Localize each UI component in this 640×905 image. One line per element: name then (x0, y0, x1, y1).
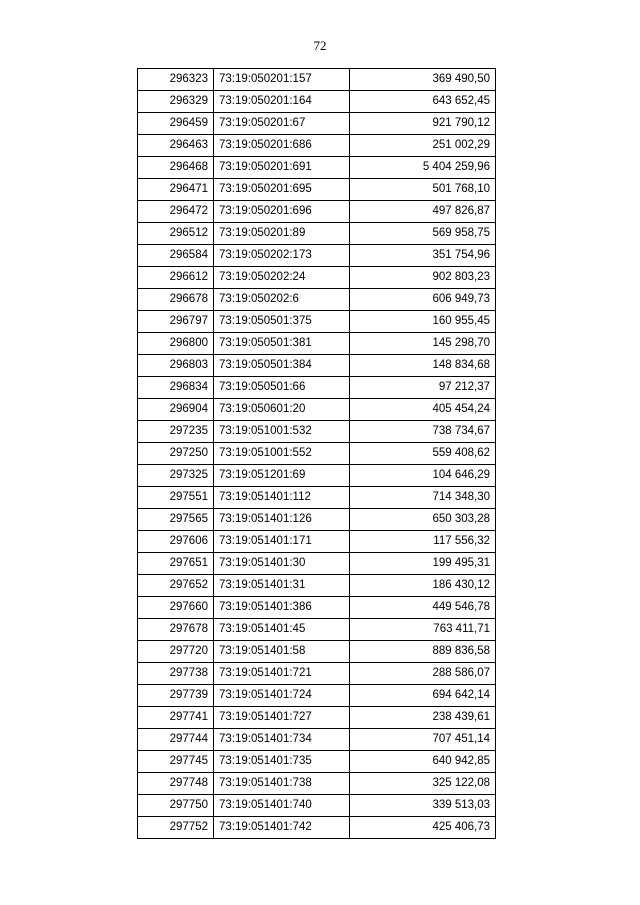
row-id-cell: 296468 (138, 157, 214, 179)
cadastral-number-cell: 73:19:050501:66 (214, 377, 350, 399)
row-id-cell: 297606 (138, 531, 214, 553)
cadastral-value-cell: 117 556,32 (350, 531, 496, 553)
cadastral-value-cell: 889 836,58 (350, 641, 496, 663)
row-id-cell: 296678 (138, 289, 214, 311)
cadastral-number-cell: 73:19:051401:171 (214, 531, 350, 553)
cadastral-value-cell: 501 768,10 (350, 179, 496, 201)
table-row (138, 531, 496, 553)
row-id-cell: 297739 (138, 685, 214, 707)
cadastral-value-cell: 569 958,75 (350, 223, 496, 245)
table-row (138, 399, 496, 421)
cadastral-value-cell: 199 495,31 (350, 553, 496, 575)
table-row (138, 135, 496, 157)
table-row (138, 333, 496, 355)
cadastral-number-cell: 73:19:051401:386 (214, 597, 350, 619)
row-id-cell: 296472 (138, 201, 214, 223)
row-id-cell: 296329 (138, 91, 214, 113)
row-id-cell: 297752 (138, 817, 214, 839)
table-row (138, 773, 496, 795)
cadastral-value-cell: 160 955,45 (350, 311, 496, 333)
table-body (138, 69, 496, 839)
cadastral-value-cell: 339 513,03 (350, 795, 496, 817)
table-row (138, 729, 496, 751)
row-id-cell: 297651 (138, 553, 214, 575)
cadastral-value-cell: 104 646,29 (350, 465, 496, 487)
cadastral-value-cell: 186 430,12 (350, 575, 496, 597)
table-row (138, 245, 496, 267)
cadastral-number-cell: 73:19:051401:112 (214, 487, 350, 509)
table-row (138, 575, 496, 597)
cadastral-number-cell: 73:19:051001:532 (214, 421, 350, 443)
cadastral-value-cell: 148 834,68 (350, 355, 496, 377)
row-id-cell: 296463 (138, 135, 214, 157)
cadastral-number-cell: 73:19:051401:721 (214, 663, 350, 685)
cadastral-number-cell: 73:19:050201:691 (214, 157, 350, 179)
cadastral-number-cell: 73:19:050201:157 (214, 69, 350, 91)
row-id-cell: 297652 (138, 575, 214, 597)
table-row (138, 355, 496, 377)
cadastral-number-cell: 73:19:051401:738 (214, 773, 350, 795)
cadastral-number-cell: 73:19:050501:381 (214, 333, 350, 355)
table-row (138, 201, 496, 223)
row-id-cell: 296612 (138, 267, 214, 289)
row-id-cell: 296512 (138, 223, 214, 245)
row-id-cell: 296834 (138, 377, 214, 399)
table-row (138, 113, 496, 135)
cadastral-number-cell: 73:19:050201:686 (214, 135, 350, 157)
cadastral-value-cell: 763 411,71 (350, 619, 496, 641)
cadastral-value-cell: 288 586,07 (350, 663, 496, 685)
cadastral-value-cell: 707 451,14 (350, 729, 496, 751)
cadastral-number-cell: 73:19:050201:164 (214, 91, 350, 113)
cadastral-number-cell: 73:19:050202:24 (214, 267, 350, 289)
cadastral-value-cell: 738 734,67 (350, 421, 496, 443)
row-id-cell: 297551 (138, 487, 214, 509)
row-id-cell: 297741 (138, 707, 214, 729)
row-id-cell: 296904 (138, 399, 214, 421)
row-id-cell: 297738 (138, 663, 214, 685)
cadastral-number-cell: 73:19:051401:734 (214, 729, 350, 751)
cadastral-value-cell: 497 826,87 (350, 201, 496, 223)
cadastral-number-cell: 73:19:051401:58 (214, 641, 350, 663)
cadastral-number-cell: 73:19:051401:30 (214, 553, 350, 575)
cadastral-number-cell: 73:19:051401:740 (214, 795, 350, 817)
table-row (138, 311, 496, 333)
cadastral-value-cell: 351 754,96 (350, 245, 496, 267)
table-row (138, 223, 496, 245)
cadastral-value-cell: 97 212,37 (350, 377, 496, 399)
table-row (138, 707, 496, 729)
row-id-cell: 296323 (138, 69, 214, 91)
cadastral-value-cell: 5 404 259,96 (350, 157, 496, 179)
row-id-cell: 297750 (138, 795, 214, 817)
table-row (138, 597, 496, 619)
row-id-cell: 297745 (138, 751, 214, 773)
table-row (138, 619, 496, 641)
row-id-cell: 297565 (138, 509, 214, 531)
table-row (138, 91, 496, 113)
cadastral-value-cell: 405 454,24 (350, 399, 496, 421)
row-id-cell: 296800 (138, 333, 214, 355)
cadastral-value-cell: 714 348,30 (350, 487, 496, 509)
table-row (138, 795, 496, 817)
row-id-cell: 297720 (138, 641, 214, 663)
table-row (138, 179, 496, 201)
table-row (138, 421, 496, 443)
row-id-cell: 296459 (138, 113, 214, 135)
cadastral-number-cell: 73:19:050202:6 (214, 289, 350, 311)
table-row (138, 267, 496, 289)
table-row (138, 553, 496, 575)
row-id-cell: 296797 (138, 311, 214, 333)
table-row (138, 157, 496, 179)
cadastral-value-cell: 369 490,50 (350, 69, 496, 91)
cadastral-number-cell: 73:19:051401:126 (214, 509, 350, 531)
cadastral-number-cell: 73:19:050201:696 (214, 201, 350, 223)
cadastral-value-cell: 606 949,73 (350, 289, 496, 311)
cadastral-value-cell: 694 642,14 (350, 685, 496, 707)
cadastral-number-cell: 73:19:051401:735 (214, 751, 350, 773)
cadastral-value-cell: 643 652,45 (350, 91, 496, 113)
cadastral-number-cell: 73:19:051401:45 (214, 619, 350, 641)
cadastral-number-cell: 73:19:050201:67 (214, 113, 350, 135)
table-row (138, 377, 496, 399)
cadastral-value-cell: 325 122,08 (350, 773, 496, 795)
table-row (138, 663, 496, 685)
cadastral-value-cell: 902 803,23 (350, 267, 496, 289)
cadastral-value-cell: 425 406,73 (350, 817, 496, 839)
row-id-cell: 297744 (138, 729, 214, 751)
cadastral-number-cell: 73:19:050501:384 (214, 355, 350, 377)
cadastral-value-cell: 559 408,62 (350, 443, 496, 465)
row-id-cell: 297325 (138, 465, 214, 487)
cadastral-number-cell: 73:19:050601:20 (214, 399, 350, 421)
cadastral-value-cell: 238 439,61 (350, 707, 496, 729)
cadastral-value-cell: 449 546,78 (350, 597, 496, 619)
page-number: 72 (313, 38, 327, 53)
row-id-cell: 296584 (138, 245, 214, 267)
table-row (138, 487, 496, 509)
cadastral-number-cell: 73:19:051401:727 (214, 707, 350, 729)
table-row (138, 817, 496, 839)
table-row (138, 443, 496, 465)
cadastral-number-cell: 73:19:051201:69 (214, 465, 350, 487)
cadastral-number-cell: 73:19:051401:31 (214, 575, 350, 597)
table-row (138, 685, 496, 707)
cadastral-number-cell: 73:19:051401:724 (214, 685, 350, 707)
cadastral-value-cell: 145 298,70 (350, 333, 496, 355)
cadastral-number-cell: 73:19:050201:89 (214, 223, 350, 245)
table-row (138, 289, 496, 311)
row-id-cell: 297748 (138, 773, 214, 795)
cadastral-value-cell: 640 942,85 (350, 751, 496, 773)
row-id-cell: 297678 (138, 619, 214, 641)
table-row (138, 641, 496, 663)
table-row (138, 69, 496, 91)
cadastral-value-cell: 650 303,28 (350, 509, 496, 531)
cadastral-number-cell: 73:19:050201:695 (214, 179, 350, 201)
cadastral-value-cell: 251 002,29 (350, 135, 496, 157)
cadastral-number-cell: 73:19:051401:742 (214, 817, 350, 839)
cadastral-value-cell: 921 790,12 (350, 113, 496, 135)
table-row (138, 751, 496, 773)
row-id-cell: 297660 (138, 597, 214, 619)
row-id-cell: 297250 (138, 443, 214, 465)
row-id-cell: 296471 (138, 179, 214, 201)
cadastral-value-table (137, 68, 496, 839)
table-row (138, 465, 496, 487)
cadastral-number-cell: 73:19:051001:552 (214, 443, 350, 465)
cadastral-number-cell: 73:19:050501:375 (214, 311, 350, 333)
row-id-cell: 296803 (138, 355, 214, 377)
cadastral-number-cell: 73:19:050202:173 (214, 245, 350, 267)
row-id-cell: 297235 (138, 421, 214, 443)
table-row (138, 509, 496, 531)
